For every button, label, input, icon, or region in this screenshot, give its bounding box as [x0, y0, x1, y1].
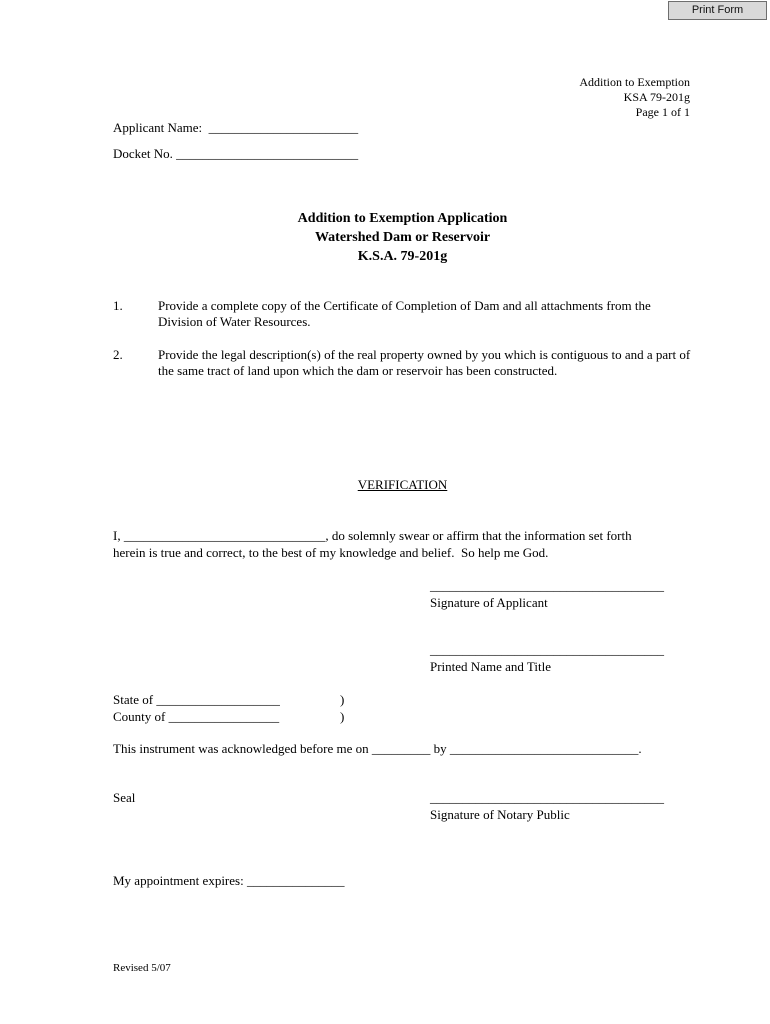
acknowledgment-statement: This instrument was acknowledged before me on _________ by _____________________________.	[113, 741, 642, 756]
revision-note: Revised 5/07	[113, 962, 171, 974]
reference-statute: KSA 79-201g	[623, 90, 690, 104]
form-title	[0, 209, 770, 266]
seal-label: Seal	[113, 790, 136, 805]
applicant-signature-label: Signature of Applicant	[430, 595, 548, 610]
appointment-expires-field: My appointment expires: _______________	[113, 873, 345, 888]
title-line-2: Watershed Dam or Reservoir	[314, 230, 491, 245]
printed-name-label: Printed Name and Title	[430, 659, 551, 674]
oath-line-1: I, _______________________________, do solemnly swear or affirm that the information set forth	[113, 528, 632, 543]
page-number: Page 1 of 1	[635, 105, 690, 119]
state-field: State of ___________________	[113, 692, 280, 707]
county-field: County of _________________	[113, 709, 280, 724]
item-1-number: 1.	[113, 298, 123, 313]
title-line-1: Addition to Exemption Application	[297, 211, 508, 226]
notary-signature-label: Signature of Notary Public	[430, 807, 570, 822]
docket-number-field: Docket No. ____________________________	[113, 146, 359, 161]
document-reference	[579, 75, 690, 120]
printed-name-line: ____________________________________	[430, 642, 664, 657]
notary-signature-line: ____________________________________	[430, 790, 664, 805]
verification-heading: VERIFICATION	[357, 477, 448, 492]
county-paren: )	[340, 709, 345, 724]
oath-line-2: herein is true and correct, to the best of my knowledge and belief. So help me God.	[113, 545, 549, 560]
print-form-button[interactable]: Print Form	[668, 1, 767, 20]
applicant-name-field: Applicant Name: _______________________	[113, 120, 359, 135]
item-2-text: Provide the legal description(s) of the real property owned by you which is contiguous to and a part of the same tract of land upon which the dam or reservoir has been constructed.	[158, 347, 691, 378]
state-paren: )	[340, 692, 345, 707]
item-2-number: 2.	[113, 347, 123, 362]
applicant-signature-line: ____________________________________	[430, 578, 664, 593]
reference-title: Addition to Exemption	[579, 75, 690, 89]
title-line-3: K.S.A. 79-201g	[357, 249, 448, 264]
item-1-text: Provide a complete copy of the Certificate of Completion of Dam and all attachments from the Division of Water Resources.	[158, 298, 651, 329]
